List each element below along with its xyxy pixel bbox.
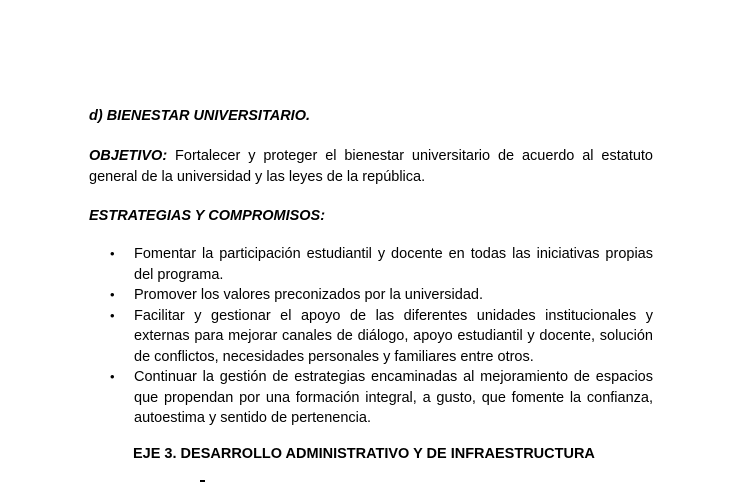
list-item: [110, 285, 653, 306]
objective-label: OBJETIVO:: [89, 148, 168, 164]
objective-paragraph: [89, 146, 653, 188]
section-heading: d) BIENESTAR UNIVERSITARIO.: [89, 108, 310, 124]
objective-text: Fortalecer y proteger el bienestar universitario de acuerdo al estatuto general de la universidad y las leyes de la república.: [89, 148, 653, 185]
list-item-text: Continuar la gestión de estrategias encaminadas al mejoramiento de espacios que propendan por una formación integral, a gusto, que fomente la confianza, autoestima y sentido de pertenencia.: [134, 369, 653, 426]
strategies-heading: ESTRATEGIAS Y COMPROMISOS:: [89, 208, 326, 224]
list-item: [110, 367, 653, 429]
list-item: [110, 306, 653, 368]
strategies-list: [110, 244, 653, 429]
list-item-text: Facilitar y gestionar el apoyo de las diferentes unidades institucionales y externas para mejorar canales de diálogo, apoyo estudiantil y docente, solución de conflictos, necesidades personales y familiares entre otros.: [134, 307, 653, 365]
list-item: [110, 244, 653, 285]
bullet-icon: •: [110, 307, 115, 323]
axis-title: EJE 3. DESARROLLO ADMINISTRATIVO Y DE INFRAESTRUCTURA: [133, 446, 595, 462]
list-item-text: Promover los valores preconizados por la universidad.: [134, 287, 483, 303]
text-fragment-mark: [200, 480, 205, 482]
bullet-icon: •: [110, 246, 115, 261]
bullet-icon: •: [110, 369, 115, 384]
list-item-text: Fomentar la participación estudiantil y docente en todas las iniciativas propias del programa.: [134, 246, 653, 283]
bullet-icon: •: [110, 287, 115, 302]
